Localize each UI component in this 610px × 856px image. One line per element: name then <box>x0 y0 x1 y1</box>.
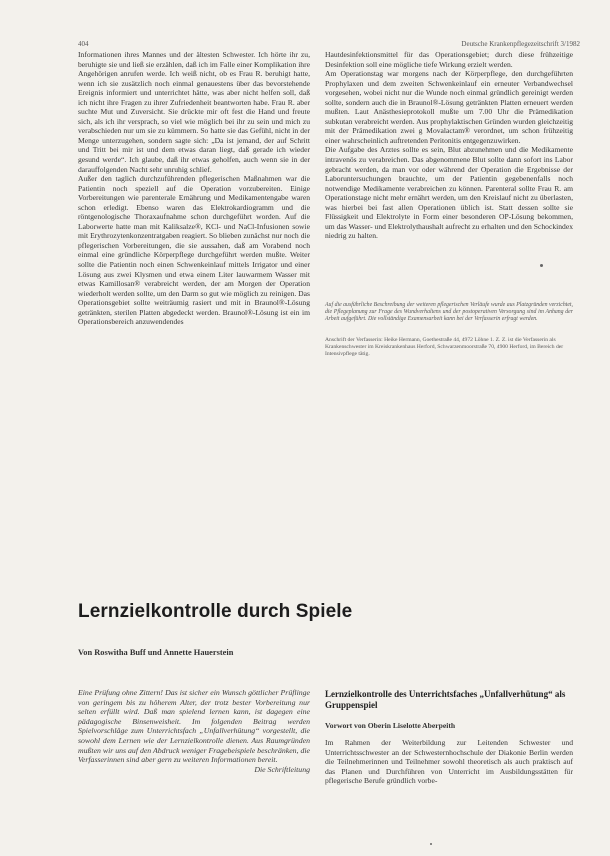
intro-signature: Die Schriftleitung <box>254 764 310 774</box>
preface-heading: Vorwort von Oberin Liselotte Aberpeith <box>325 721 456 730</box>
footnote: Auf die ausführliche Beschreibung der weiteren pflegerischen Verläufe wurde aus Platzgründen verzichtet, die Pflegeplanung zur Frage des Wundverhaltens und der postoperativen Versorgung sind im Anhang der Arbeit aufgeführt. Die vollständige Examensarbeit kann bei der Verfasserin erfragt werden. <box>325 302 573 323</box>
author-address: Anschrift der Verfasserin: Heike Hermann, Goethestraße 44, 4972 Löhne 1. Z. Z. ist die Verfasserin als Krankenschwester im Kreiskrankenhaus Herford, Schwarzenmoorstraße 70, 4900 Herford, im Bereich der Intensivpflege tätig. <box>325 337 564 357</box>
intro-text: Eine Prüfung ohne Zittern! Das ist sicher ein Wunsch göttlicher Prüflinge von geringem bis zu höherem Alter, der trotz bester Vorbereitung nur selten erfüllt wird. Daß man spielend lernen kann, ist dagegen eine pädagogische Binsenweisheit. Im folgenden Beitrag werden Spielvorschläge zum Unterrichtsfach „Unfallverhütung“ vorgestellt, die sowohl dem Lernen wie der Lernzielkontrolle dienen. Aus Raumgründen mußten wir uns auf den Abdruck weniger Fragebeispiele beschränken, die Verfasserinnen sind aber gern zu weiteren Informationen bereit. <box>78 688 310 765</box>
left-paragraph-2: Außer den taglich durchzuführenden pflegerischen Maßnahmen war die Patientin noch speziell auf die Operation vorzubereiten. Einige Vorbereitungen wie parenterale Ernährung und Medikamentengabe waren schon erledigt. Ebenso waren das Elektrokardiogramm und die röntgenologische Thoraxaufnahme schon durchgeführt worden. Auf die Laborwerte hatte man mit Kaliksalze®, KCl- und NaCl-Infusionen sowie mit Erythrozytenkonzentratgaben reagiert. So blieben zunächst nur noch die pflegerischen Vorbereitungen, die sie aussahen, daß am Vorabend noch einmal eine gründliche Körperpflege durchgeführt werden mußte. Weiter sollte die Patientin noch einen Schwenkeinlauf mittels Irrigator und einer Lösung aus zwei Klysmen und etwa einem Liter lauwarmem Wasser mit etwas Kamillosan® verabreicht werden, der am Morgen der Operation wiederholt werden sollte, um den Darm so gut wie möglich zu reinigen. Das Operationsgebiet sollte weiträumig rasiert und mit in Braunol®-Lösung getränkten, sterilen Platten abgedeckt werden. Braunol®-Lösung ist ein im Operationsbereich anzuwendendes <box>78 174 310 327</box>
right-paragraph-1: Hautdesinfektionsmittel für das Operationsgebiet; durch diese frühzeitige Desinfektion soll eine mögliche tiefe Wirkung erzielt werden. <box>325 50 573 69</box>
article-body: Im Rahmen der Weiterbildung zur Leitenden Schwester und Unterrichtsschwester an der Schwesternhochschule der Diakonie Berlin werden die Teilnehmerinnen und Teilnehmer sowohl theoretisch als auch praktisch auf das Planen und Durchführen von Unterricht im Ausbildungsstätten für pflegerische Berufe gründlich vorbe- <box>325 738 573 786</box>
print-speck <box>540 264 543 267</box>
editorial-intro <box>78 688 310 774</box>
article-title: Lernzielkontrolle durch Spiele <box>78 601 353 622</box>
section-heading: Lernzielkontrolle des Unterrichtsfaches „Unfallverhütung“ als Gruppenspiel <box>325 689 566 710</box>
article-authors: Von Roswitha Buff und Annette Hauerstein <box>78 648 234 657</box>
page-number: 404 <box>78 40 89 48</box>
journal-header: Deutsche Krankenpflegezeitschrift 3/1982 <box>461 40 580 48</box>
print-speck <box>430 843 432 845</box>
right-paragraph-2: Am Operationstag war morgens nach der Körperpflege, den durchgeführten Prophylaxen und dem zweiten Schwenkeinlauf ein erneuter Verbandwechsel vorgesehen, wobei nicht nur die Wunde noch einmal gründlich gereinigt werden sollte, sondern auch die in Braunol®-Lösung getränkten Platten erneuert werden mußten. Laut Anästhesieprotokoll mußte um 7.00 Uhr die Prämedikation subkutan verabreicht werden. Aus prophylaktischen Gründen wurden gleichzeitig mit der Prämedikation zwei g Movalactam® verordnet, um schon frühzeitig einer wahrscheinlich auftretenden Peritonitis entgegenzuwirken. <box>325 69 573 145</box>
right-article-column <box>325 50 573 300</box>
right-paragraph-3: Die Aufgabe des Arztes sollte es sein, Blut abzunehmen und die Medikamente intravenös zu verabreichen. Das abgenommene Blut sollte dann sofort ins Labor gebracht werden, da man vor oder während der Operation die Ergebnisse der Laboruntersuchungen brauchte, um der Patientin gegebenenfalls noch notwendige Medikamente verabreichen zu können. Parenteral sollte Frau R. am Operationstage nicht mehr ernährt werden, um den Kreislauf nicht zu überlasten, was hierbei bei fast allen Operationen üblich ist. Statt dessen sollte sie Flüssigkeit und Elektrolyte in Form einer besonderen OP-Lösung bekommen, um das Wasser- und Elektrolythaushalt aufrecht zu erhalten und den Schockindex niedrig zu halten. <box>325 145 573 241</box>
left-article-column <box>78 50 310 460</box>
left-paragraph-1: Informationen ihres Mannes und der ältesten Schwester. Ich hörte ihr zu, beruhigte sie und ließ sie erzählen, daß ich im Falle einer Komplikation ihre Angehörigen anrufen werde. Ich weiß nicht, ob es Frau R. beruhigt hatte, wenn ich sie zusätzlich noch einmal genauestens über das bevorstehende Ereignis informiert und unterrichtet hätte, was aber nicht helfen soll, daß ich nicht ihre Fragen zu ihrer Zufriedenheit beantworten habe. Frau R. aber suchte Mut und Zuversicht. Sie drückte mir oft fest die Hand und freute sich, als ich ihr versprach, so viel wie möglich bei ihr zu sein und mich zu verabschieden nur um sie zu kümmern. So hatte sie das Gefühl, nicht in der Menge unterzugehen, sondern sagte sich: „Da ist jemand, der auf Schritt und Tritt bei mir ist und dem etwas daran liegt, daß gerade ich wieder gesund werde“. Ich glaube, daß ihr etwas geholfen, auch wenn sie in der darauffolgenden Nacht sehr unruhig schlief. <box>78 50 310 174</box>
